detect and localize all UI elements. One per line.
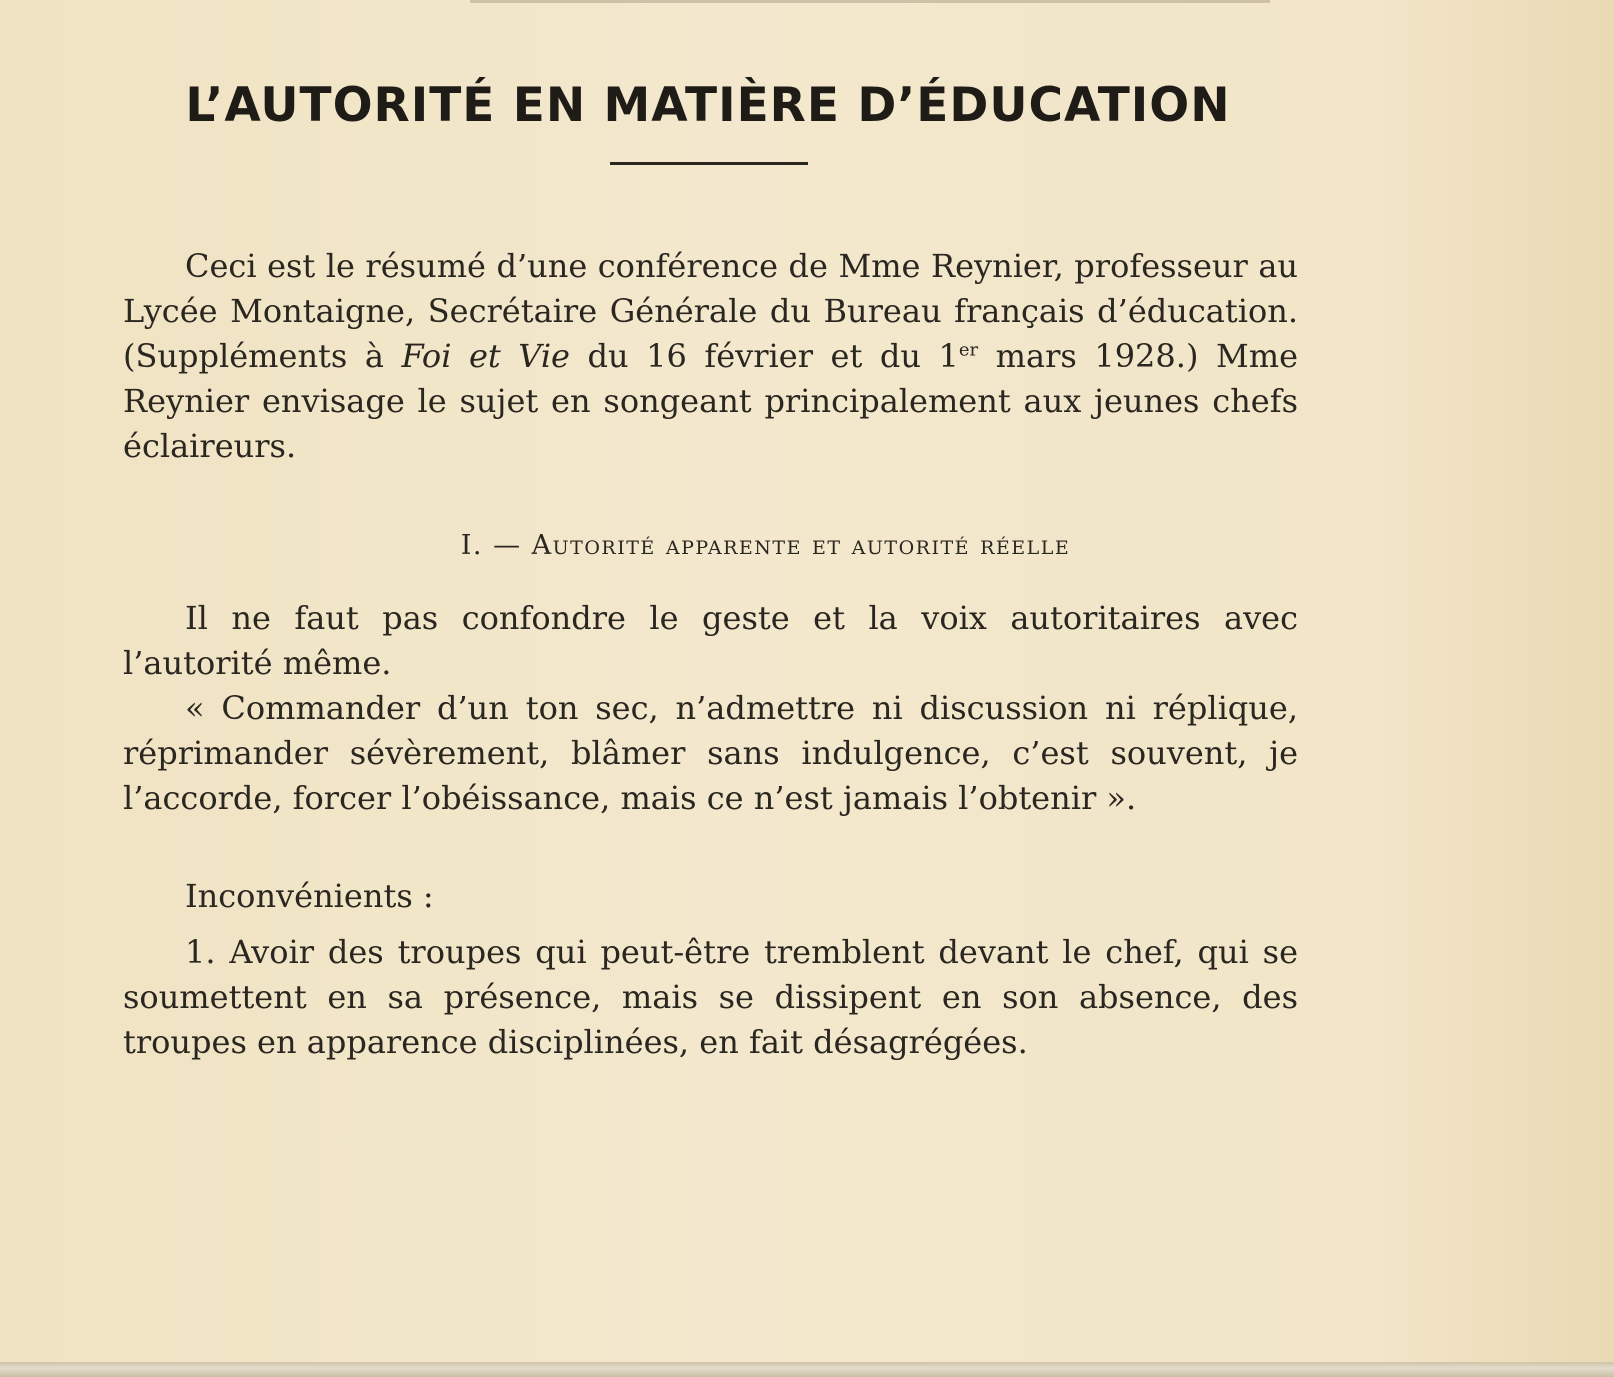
paragraph-3-inconvenients: Inconvénients : [185,877,434,915]
page-title: L’AUTORITÉ EN MATIÈRE D’ÉDUCATION [185,78,1231,133]
top-edge-bleed [470,0,1270,3]
section-heading-text: I. — Autorité apparente et autorité réelle [460,530,1071,561]
paragraph-2-quote: « Commander d’un ton sec, n’admettre ni discussion ni réplique, réprimander sévèrement, blâmer sans indulgence, c’est souvent, je l’accorde, forcer l’obéissance, mais ce n’est jamais l’obtenir ». [123,689,1298,817]
title-underline [610,162,808,165]
ordinal-suffix: er [958,339,979,361]
intro-text-1: Ceci est le résumé d’une conférence de Mme Reynier, professeur au Lycée Montaigne, Secrétaire Générale du Bureau français d’éducation. (Suppléments à [123,247,1298,375]
intro-text-3: mars 1928.) Mme Reynier envisage le sujet en songeant principalement aux jeunes chefs éclaireurs. [123,337,1299,465]
intro-text-2: du 16 février et du 1 [570,337,959,375]
page-bottom-edge [0,1362,1614,1377]
section-heading [123,530,1298,561]
paragraph-4-point-1: 1. Avoir des troupes qui peut-être tremblent devant le chef, qui se soumettent en sa présence, mais se dissipent en son absence, des troupes en apparence disciplinées, en fait désagrégées. [123,933,1298,1061]
journal-title: Foi et Vie [401,337,570,375]
paragraph-1: Il ne faut pas confondre le geste et la voix autoritaires avec l’autorité même. [123,599,1298,682]
intro-paragraph [123,244,1298,469]
